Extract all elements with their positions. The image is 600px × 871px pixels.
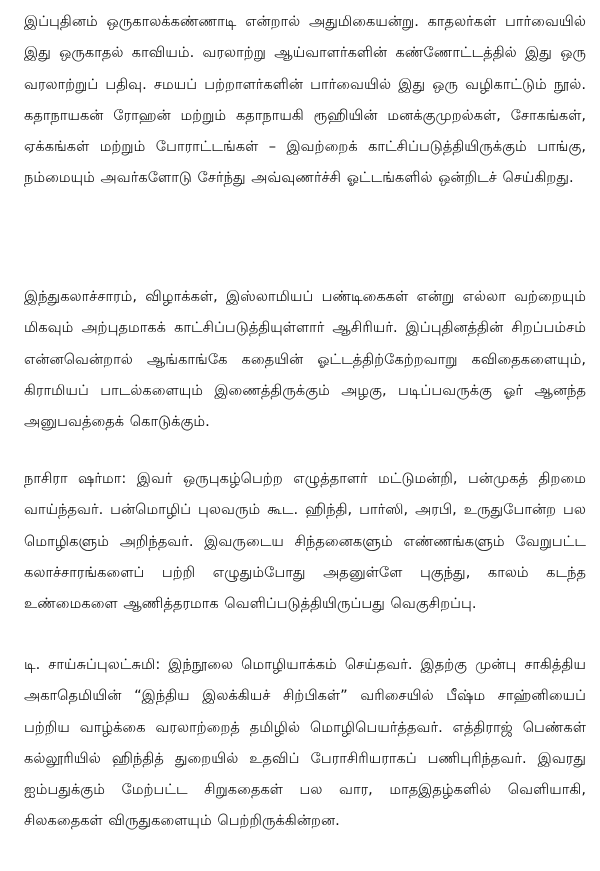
paragraph-author-bio: நாசிரா ஷர்மா: இவர் ஒருபுகழ்பெற்ற எழுத்தாளர் மட்டுமன்றி, பன்முகத் திறமை வாய்ந்தவர். பன்மொழிப் புலவரும் கூட. ஹிந்தி, பார்ஸி, அரபி, உருதுபோன்ற பல மொழிகளும் அறிந்தவர். இவருடைய சிந்தனைகளும் எண்ணங்களும் வேறுபட்ட கலாச்சாரங்களைப் பற்றி எழுதும்போது அதனுள்ளே புகுந்து, காலம் கடந்த உண்மைகளை ஆணித்தரமாக வெளிப்படுத்தியிருப்பது வெகுசிறப்பு. (24, 470, 586, 613)
paragraph-culture-and-poetry: இந்துகலாச்சாரம், விழாக்கள், இஸ்லாமியப் பண்டிகைகள் என்று எல்லா வற்றையும் மிகவும் அற்புதமாகக் காட்சிப்படுத்தியுள்ளார் ஆசிரியர். இப்புதினத்தின் சிறப்பம்சம் என்னவென்றால் ஆங்காங்கே கதையின் ஓட்டத்திற்கேற்றவாறு கவிதைகளையும், கிராமியப் பாடல்களையும் இணைத்திருக்கும் அழகு, படிப்பவருக்கு ஓர் ஆனந்த அனுபவத்தைக் கொடுக்கும். (24, 288, 586, 431)
paragraph-translator-bio: டி. சாய்சுப்புலட்சுமி: இந்நூலை மொழியாக்கம் செய்தவர். இதற்கு முன்பு சாகித்திய அகாதெமியின் “இந்திய இலக்கியச் சிற்பிகள்” வரிசையில் பீஷ்ம சாஹ்னியைப் பற்றிய வாழ்க்கை வரலாற்றைத் தமிழில் மொழிபெயர்த்தவர். எத்திராஜ் பெண்கள் கல்லூரியில் ஹிந்தித் துறையில் உதவிப் பேராசிரியராகப் பணிபுரிந்தவர். இவரது ஐம்பதுக்கும் மேற்பட்ட சிறுகதைகள் பல வார, மாதஇதழ்களில் வெளியாகி, சிலகதைகள் விருதுகளையும் பெற்றிருக்கின்றன. (24, 656, 586, 830)
paragraph-novel-overview: இப்புதினம் ஒருகாலக்கண்ணாடி என்றால் அதுமிகையன்று. காதலர்கள் பார்வையில் இது ஒருகாதல் காவியம். வரலாற்று ஆய்வாளர்களின் கண்ணோட்டத்தில் இது ஒரு வரலாற்றுப் பதிவு. சமயப் பற்றாளர்களின் பார்வையில் இது ஒரு வழிகாட்டும் நூல். கதாநாயகன் ரோஹன் மற்றும் கதாநாயகி ரூஹியின் மனக்குமுறல்கள், சோகங்கள், ஏக்கங்கள் மற்றும் போராட்டங்கள் – இவற்றைக் காட்சிப்படுத்தியிருக்கும் பாங்கு, நம்மையும் அவர்களோடு சேர்ந்து அவ்வுணர்ச்சி ஓட்டங்களில் ஒன்றிடச் செய்கிறது. (24, 13, 586, 187)
